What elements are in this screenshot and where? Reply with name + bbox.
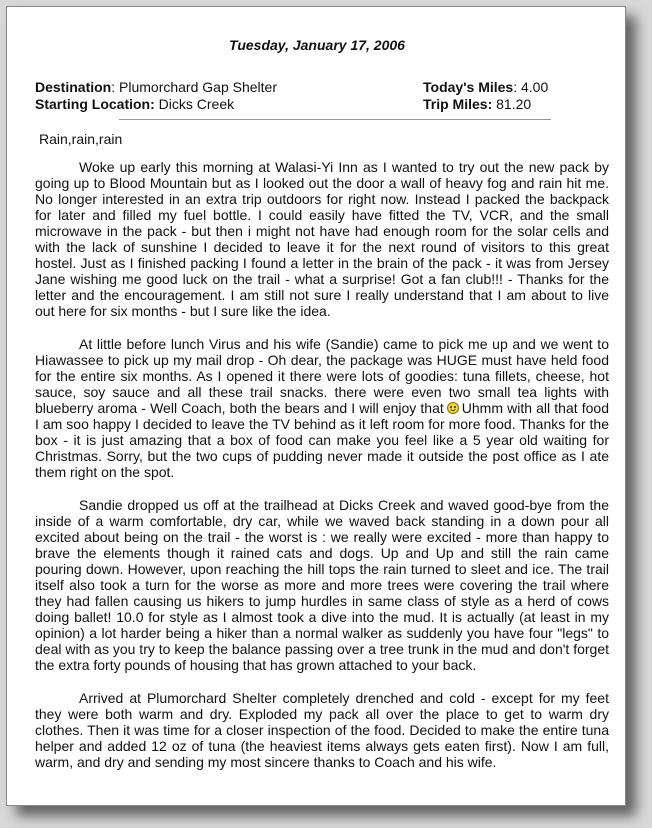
entry-date: Tuesday, January 17, 2006 (229, 37, 405, 53)
entry-body (35, 159, 609, 787)
trip-miles-value: 81.20 (496, 96, 532, 112)
smiley-face-icon (447, 402, 459, 414)
journal-page (6, 6, 626, 806)
trip-miles-line (423, 96, 531, 113)
entry-summary: Rain,rain,rain (39, 131, 123, 147)
destination-label: Destination (35, 79, 112, 95)
paragraph-1: Woke up early this morning at Walasi-Yi Inn as I wanted to try out the new pack by going up to Blood Mountain but as I looked out the door a wall of heavy fog and rain hit me. No longer interested in an extra trip outdoors for right now. Instead I packed the backpack for later and filled my fuel bottle. I could easily have fitted the TV, VCR, and the small microwave in the pack - but then i might not have had enough room for the solar cells and with the lack of sunshine I decided to leave it for the next round of visitors to this great hostel. Just as I finished packing I found a letter in the brain of the pack - it was from Jersey Jane wishing me good luck on the trail - what a surprise! Got a fan club!!! - Thanks for the letter and the encouragement. I am still not sure I really understand that I am about to live out here for six months - but I sure like the idea. (35, 159, 609, 319)
todays-miles-label: Today's Miles (423, 79, 514, 95)
destination-line: Destination: Plumorchard Gap Shelter (35, 79, 277, 95)
todays-miles-line: Today's Miles: 4.00 (423, 79, 549, 95)
destination-value: Plumorchard Gap Shelter (119, 79, 277, 95)
starting-location-line (35, 96, 234, 113)
paragraph-2-end: Uhmm with all that food I am soo happy I decided to leave the TV behind as it left room for more food. Thanks for the box - it is just amazing that a box of food can make you feel like a 5 year old waiting for Christmas. Sorry, but the two cups of pudding never made it outside the post office as I ate them right on the spot. (35, 400, 609, 480)
starting-location-value: Dicks Creek (158, 96, 235, 112)
todays-miles-value: 4.00 (521, 79, 549, 95)
starting-location-label: Starting Location: (35, 96, 155, 112)
header-divider (119, 119, 551, 120)
paragraph-2 (35, 336, 609, 480)
paragraph-3: Sandie dropped us off at the trailhead at Dicks Creek and waved good-bye from the inside of a warm comfortable, dry car, while we waved back standing in a down pour all excited about being on the trail - the worst is : we really were excited - more than happy to brave the elements though it rained cats and dogs. Up and Up and still the rain came pouring down. However, upon reaching the hill tops the rain turned to sleet and ice. The trail itself also took a turn for the worse as more and more trees were covering the trail where they had fallen causing us hikers to jump hurdles in same class of style as a herd of cows doing ballet! 10.0 for style as I almost took a dive into the mud. It is actually (at least in my opinion) a lot harder being a hiker than a normal walker as suddenly you have four "legs" to deal with as you try to keep the balance passing over a tree trunk in the mud and don't forget the extra forty pounds of housing that has grown attached to your back. (35, 497, 609, 673)
trip-miles-label: Trip Miles: (423, 96, 493, 112)
paragraph-4: Arrived at Plumorchard Shelter completely drenched and cold - except for my feet they were both warm and dry. Exploded my pack all over the place to get to warm dry clothes. Then it was time for a closer inspection of the food. Decided to make the entire tuna helper and added 12 oz of tuna (the heaviest items always gets eaten first). Now I am full, warm, and dry and sending my most sincere thanks to Coach and his wife. (35, 690, 609, 770)
paragraph-2-start: At little before lunch Virus and his wife (Sandie) came to pick me up and we went to Hiawassee to pick up my mail drop - Oh dear, the package was HUGE must have held food for the entire six months. As I opened it there were lots of goodies: tuna fillets, cheese, hot sauce, soy sauce and all these trail snacks. there were even two small tea lights with blueberry aroma - Well Coach, both the bears and I will enjoy that (35, 336, 609, 416)
